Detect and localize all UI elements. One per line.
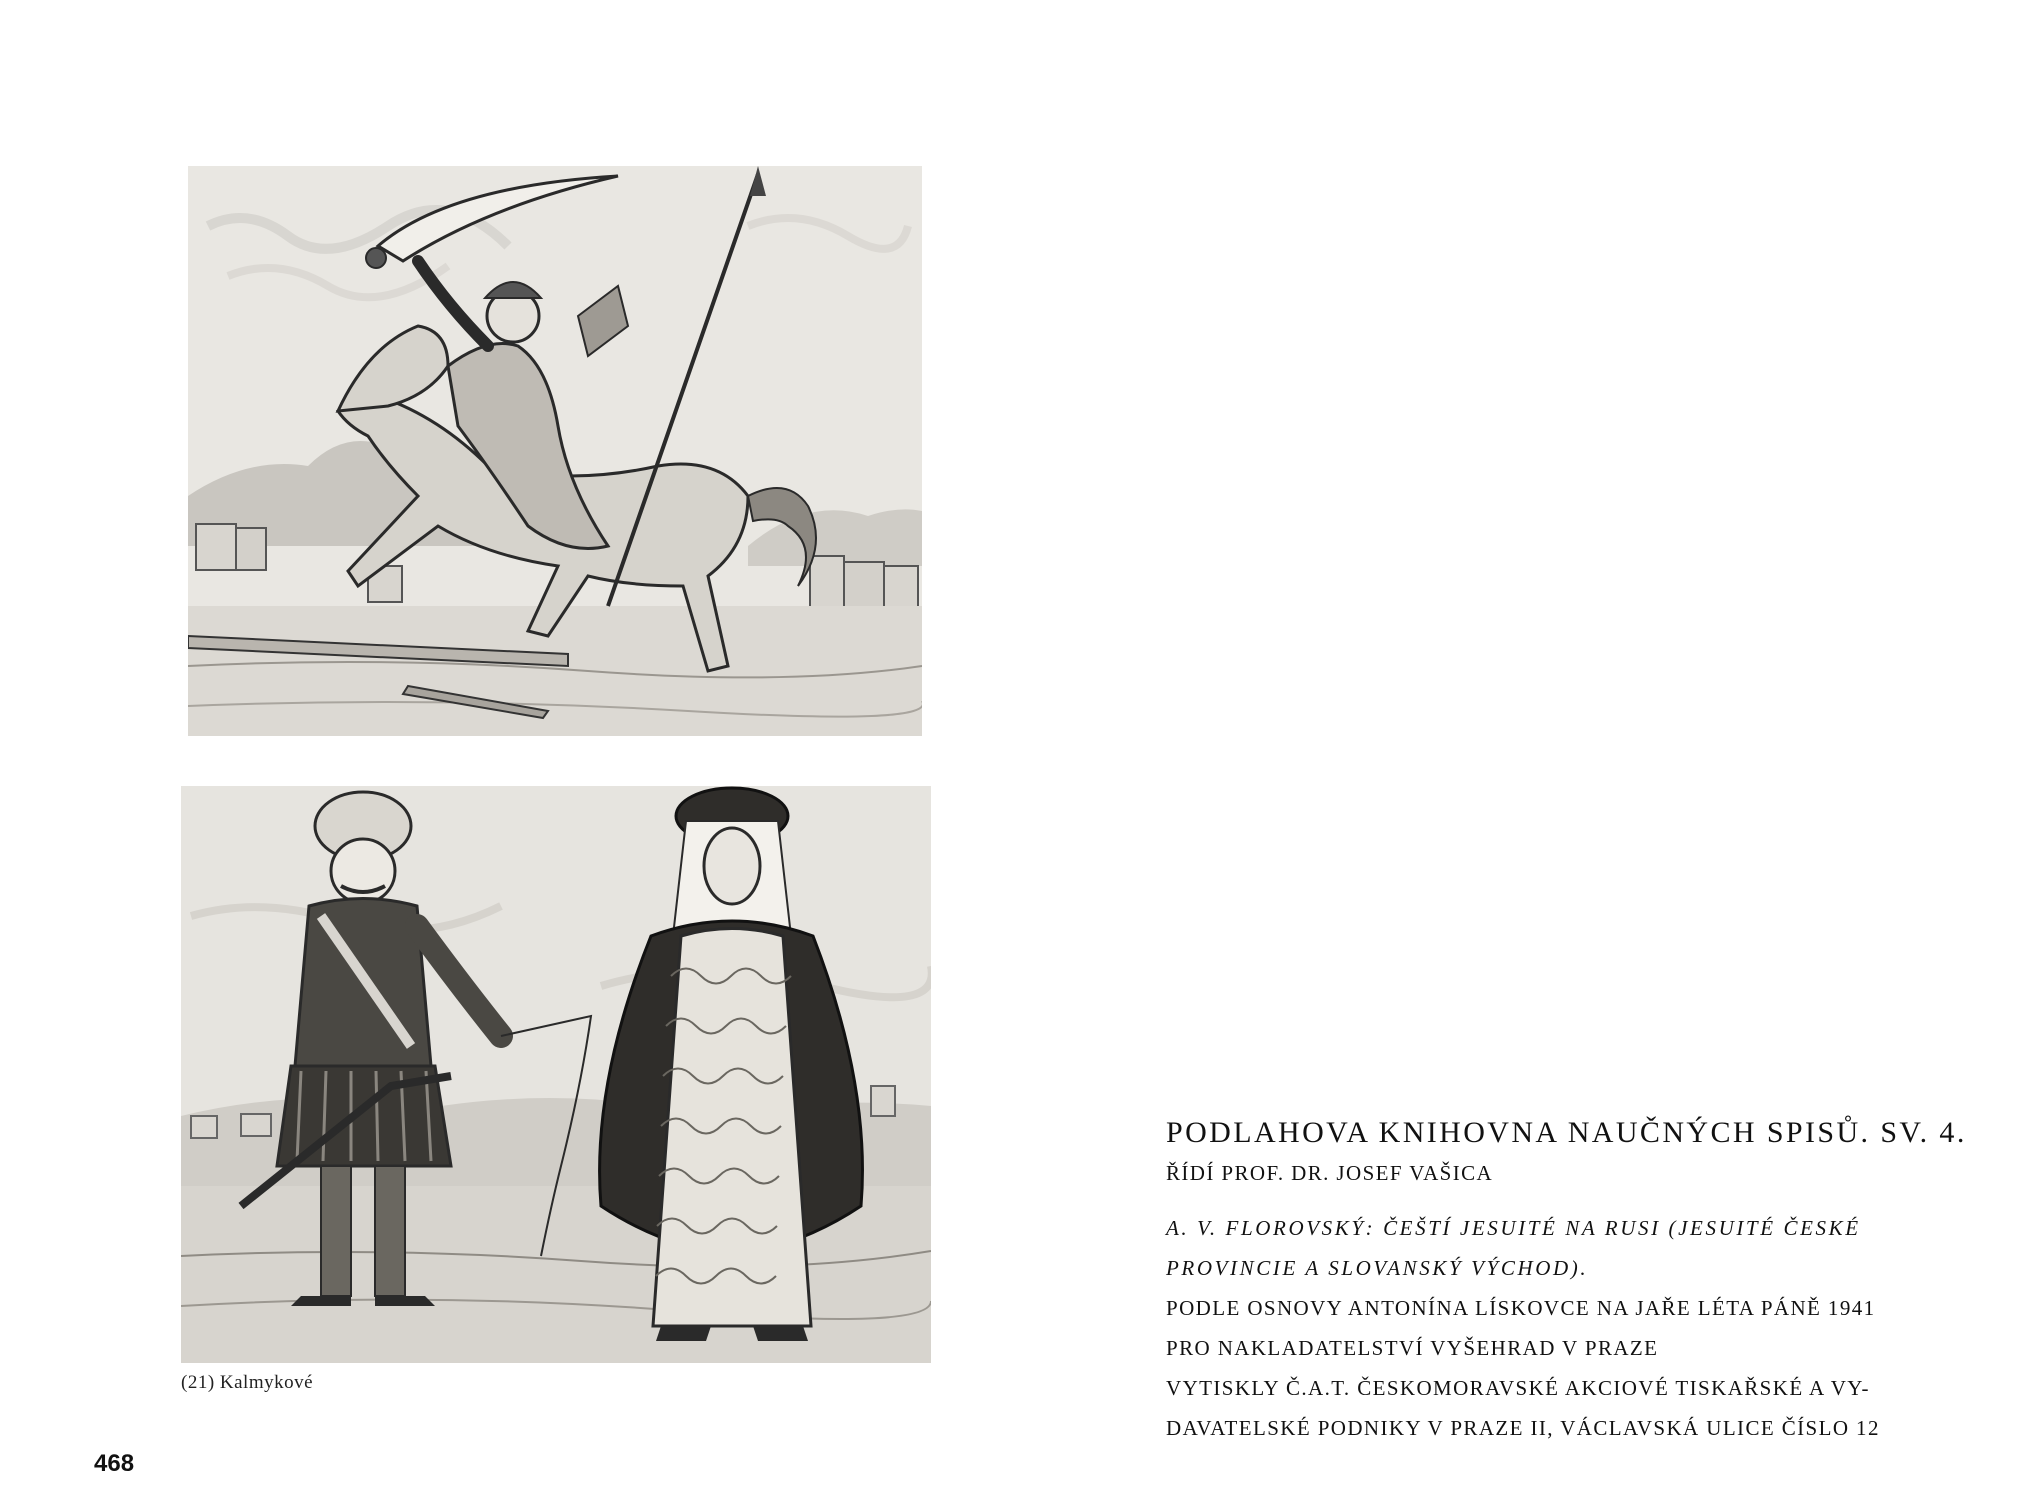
imprint-line-1: PODLE OSNOVY ANTONÍNA LÍSKOVCE NA JAŘE LÉTA PÁNĚ 1941 xyxy=(1166,1296,1876,1320)
work-title-line-2: PROVINCIE A SLOVANSKÝ VÝCHOD). xyxy=(1166,1256,1589,1280)
colophon xyxy=(1166,1110,1967,1448)
imprint-line-4: DAVATELSKÉ PODNIKY V PRAZE II, VÁCLAVSKÁ ULICE ČÍSLO 12 xyxy=(1166,1416,1880,1440)
illustration-horseman xyxy=(188,166,922,736)
work-title-line-1: A. V. FLOROVSKÝ: ČEŠTÍ JESUITÉ NA RUSI (JESUITÉ ČESKÉ xyxy=(1166,1216,1861,1240)
couple-drawing xyxy=(181,786,931,1363)
illustration-caption: (21) Kalmykové xyxy=(181,1372,314,1393)
series-editor: ŘÍDÍ PROF. DR. JOSEF VAŠICA xyxy=(1166,1161,1494,1185)
page-number: 468 xyxy=(94,1450,135,1477)
imprint-line-3: VYTISKLY Č.A.T. ČESKOMORAVSKÉ AKCIOVÉ TISKAŘSKÉ A VY- xyxy=(1166,1376,1870,1400)
series-title: PODLAHOVA KNIHOVNA NAUČNÝCH SPISŮ. SV. 4. xyxy=(1166,1116,1967,1149)
horseman-drawing xyxy=(188,166,922,736)
imprint-line-2: PRO NAKLADATELSTVÍ VYŠEHRAD V PRAZE xyxy=(1166,1336,1659,1360)
illustration-kalmyk-couple xyxy=(181,786,931,1363)
